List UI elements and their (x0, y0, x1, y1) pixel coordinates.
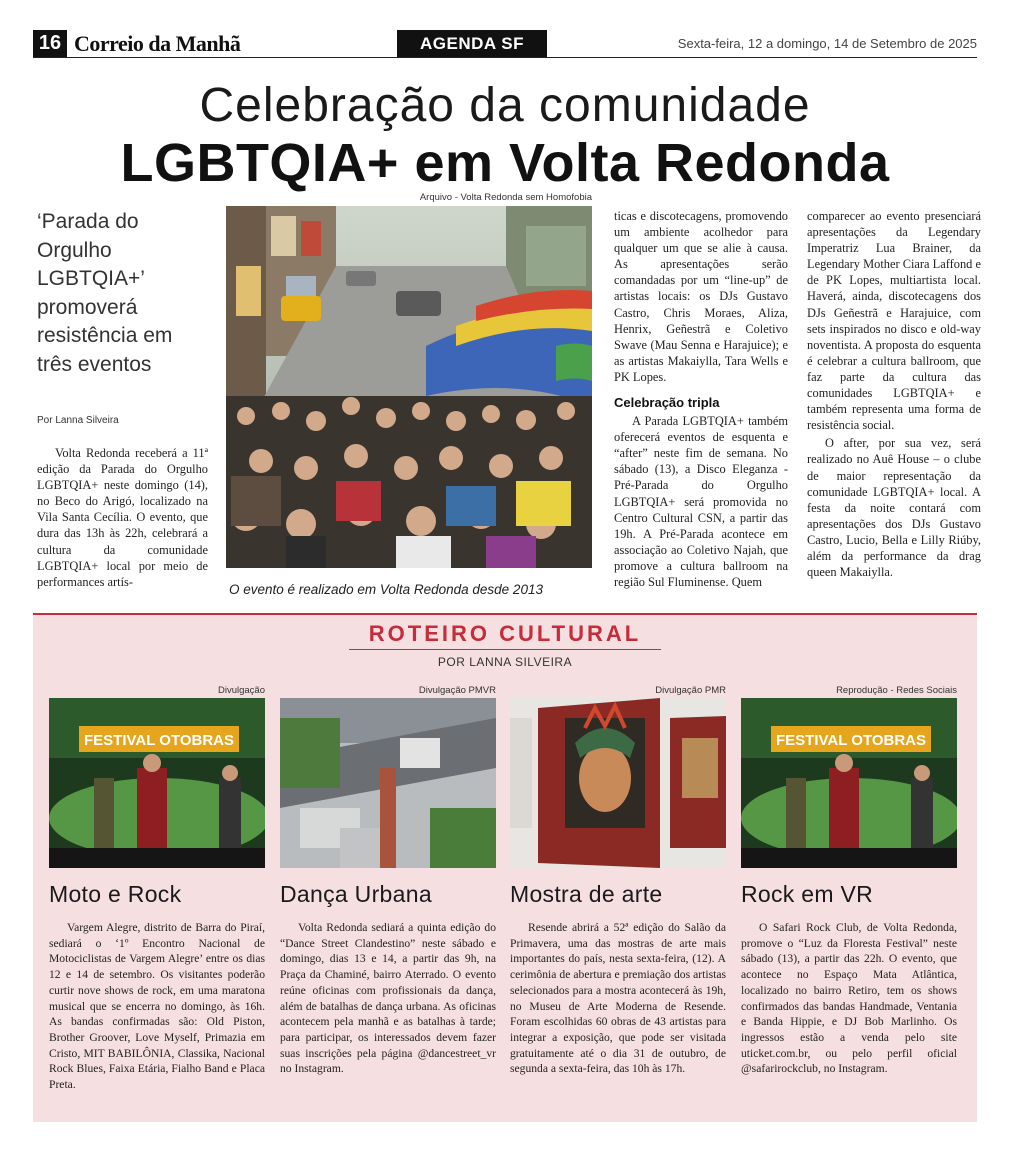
headline-line1: Celebração da comunidade (199, 79, 811, 132)
article-column-1 (37, 445, 208, 592)
art-exhibition-photo (510, 698, 726, 868)
image-credit: Divulgação PMVR (418, 685, 496, 696)
event-card-mostra-arte (510, 685, 726, 1079)
festival-banner-text: FESTIVAL OTOBRAS (83, 732, 235, 749)
page-header (33, 30, 977, 58)
article-subhead: ‘Parada do Orgulho LGBTQIA+’ promoverá resistência em três eventos (37, 210, 173, 376)
roteiro-cultural-box (33, 613, 977, 1122)
event-card-danca-urbana (280, 685, 496, 1079)
event-description: Resende abrirá a 52ª edição do Salão da Primavera, uma das mostras de arte mais importantes do país, nesta sexta-feira, (12). A cerimônia de abertura e premiação dos artistas selecionados para a mostra acontecerá às 19h, no Museu de Arte Moderna de Resende. Foram escolhidas 60 obras de 43 artistas para integrar a exposição, que pode ser visitada gratuitamente até o dia 31 de outubro, de segunda a sexta-feira, das 10h às 17h. (510, 921, 726, 1076)
article-column-4 (807, 208, 981, 582)
rock-concert-photo (741, 698, 957, 868)
section-label: AGENDA SF (397, 30, 547, 57)
article-paragraph: Volta Redonda receberá a 11ª edição da Parada do Orgulho LGBTQIA+ neste domingo (14), no Beco do Arigó, localizado na Vila Santa Cecília. O evento, que dura das 13h às 22h, celebrará a cultura da comunidade LGBTQIA+ local por meio de performances artís- (37, 446, 208, 589)
event-card-rock-vr (741, 685, 957, 1079)
article-paragraph: ticas e discotecagens, promovendo um ambiente acolhedor para qualquer um que se alie à causa. As apresentações serão comandadas por um “line-up” de artistas locais: os DJs Gustavo Castro, Chris Moraes, Aliza, Henrix, Geñestrã e Coletivo Swave (Mau Senna e Harajuice); e as artistas Makaiylla, Tara Wells e PK Lopes. (614, 209, 788, 384)
article-byline: Por Lanna Silveira (37, 415, 119, 426)
newspaper-title: Correio da Manhã (74, 31, 241, 56)
article-paragraph: A Parada LGBTQIA+ também oferecerá eventos de esquenta e “after” neste fim de semana. No sábado (13), a Disco Eleganza - Pré-Parada do Orgulho LGBTQIA+ será promovida no Centro Cultural CSN, a partir das 19h. A Pré-Parada acontece em associação ao Coletivo Najah, que promove a cultura ballroom na região Sul Fluminense. Quem (614, 414, 788, 589)
event-description: Vargem Alegre, distrito de Barra do Piraí, sediará o ‘1º Encontro Nacional de Motociclistas de Vargem Alegre’ entre os dias 12 e 14 de setembro. Os visitantes poderão curtir nove shows de rock, em uma maratona musical que se encerra no domingo, às 16h. As bandas confirmadas são: Old Piston, Brother Groover, Love Myself, Primazia em Cristo, MIT BABILÔNIA, Classika, Nacional Rock Blues, Faixa Etária, Fialho Band e Placa Preta. (49, 921, 265, 1092)
event-title: Moto e Rock (49, 881, 182, 907)
event-card-moto-rock (49, 685, 265, 1095)
image-credit: Divulgação (218, 685, 265, 696)
city-aerial-photo (280, 698, 496, 868)
event-description: O Safari Rock Club, de Volta Redonda, promove o “Luz da Floresta Festival” neste sábado (13), a partir das 22h. O evento, que acontece no Espaço Mata Atlântica, localizado no bairro Retiro, tem os shows confirmados das bandas Handmade, Ventania e Banda Hippie, e DJ Bob Marlinho. Os ingressos estão a venda pelo site uticket.com.br, ou pelo perfil oficial @safarirockclub, no Instagram. (741, 921, 957, 1076)
roteiro-byline: POR LANNA SILVEIRA (437, 655, 573, 669)
article-paragraph: O after, por sua vez, será realizado no Auê House – o clube de maior representação da comunidade LGBTQIA+ local. A festa da noite contará com apresentações dos DJs Gustavo Castro, Lucio, Bella e Lilly Riúby, além da performance da drag queen Makaiylla. (807, 436, 981, 580)
headline-line2: LGBTQIA+ em Volta Redonda (120, 133, 890, 193)
image-credit: Reprodução - Redes Sociais (836, 685, 957, 696)
issue-date: Sexta-feira, 12 a domingo, 14 de Setembro de 2025 (677, 36, 977, 51)
event-title: Dança Urbana (280, 881, 432, 907)
article-column-3 (614, 208, 788, 592)
photo-caption: O evento é realizado em Volta Redonda desde 2013 (229, 582, 543, 597)
photo-credit: Arquivo - Volta Redonda sem Homofobia (419, 192, 592, 203)
page-number: 16 (33, 30, 67, 57)
article-paragraph: comparecer ao evento presenciará apresentações da Legendary Imperatriz Lua Brainer, da Legendary Mother Ciara Laffond e de PK Lopes, multiartista local. Haverá, ainda, discotecagens dos DJs Geñestrã e Harajuice, com sets inspirados no disco e old-way noventista. A proposta do esquenta é celebrar a cultura ballroom, que faz parte da cultura das comunidades LGBTQIA+ e também representa uma forma de resistência social. (807, 209, 981, 433)
event-title: Mostra de arte (510, 881, 663, 907)
roteiro-divider (349, 649, 661, 650)
roteiro-title: ROTEIRO CULTURAL (368, 621, 642, 646)
festival-banner-text: FESTIVAL OTOBRAS (775, 732, 927, 749)
image-credit: Divulgação PMR (655, 685, 726, 696)
event-title: Rock em VR (741, 881, 874, 907)
article-subtitle: Celebração tripla (614, 395, 720, 411)
rock-festival-photo (49, 698, 265, 868)
event-description: Volta Redonda sediará a quinta edição do “Dance Street Clandestino” neste sábado e domingo, dias 13 e 14, a partir das 9h, na Praça da Chaminé, bairro Aterrado. O evento reúne oficinas com profissionais da dança, além de batalhas de dança urbana. As oficinas acontecem pela manhã e as batalhas à tarde; para participar, os interessados devem fazer suas inscrições pela página @dancestreet_vr no Instagram. (280, 921, 496, 1076)
parade-photo (226, 206, 592, 568)
